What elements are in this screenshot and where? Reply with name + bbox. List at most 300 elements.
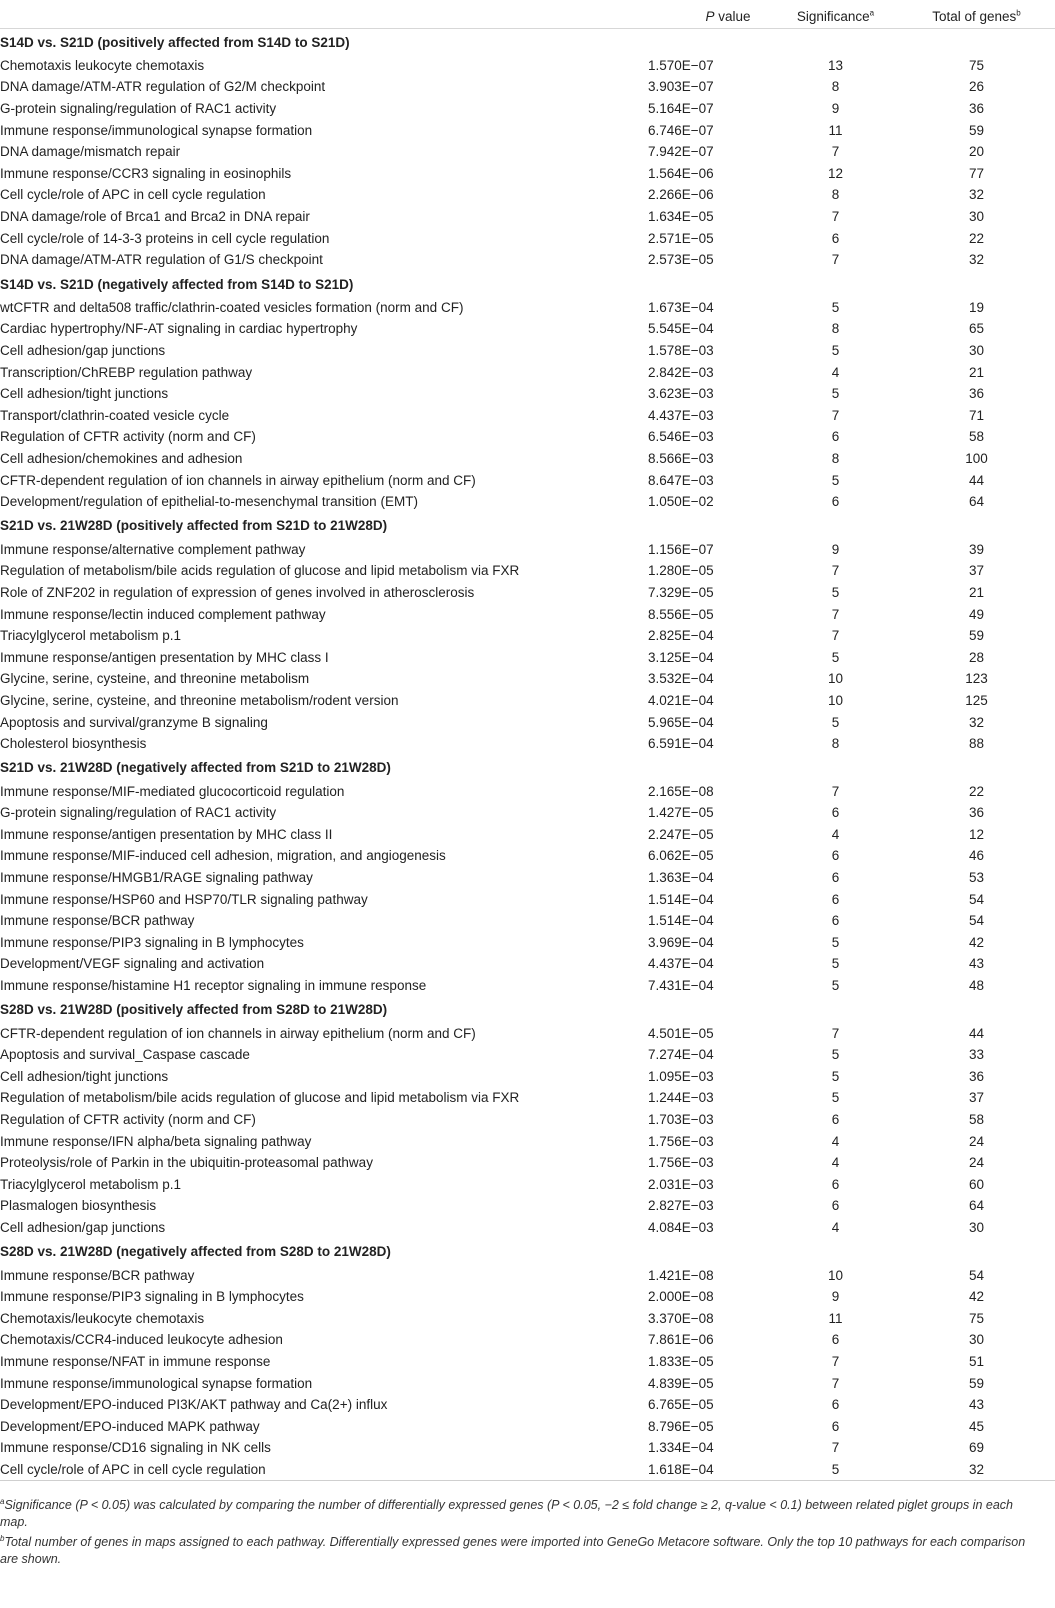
pathway-name: Regulation of metabolism/bile acids regulation of glucose and lipid metabolism via FXR — [0, 1090, 520, 1106]
p-value: 1.756E−03 — [648, 1155, 714, 1171]
significance-count: 10 — [827, 1267, 844, 1283]
table-row — [0, 711, 1055, 733]
p-value: 1.514E−04 — [648, 891, 714, 907]
total-genes: 32 — [968, 714, 985, 730]
section-title: S14D vs. S21D (positively affected from S14D to S21D) — [0, 34, 350, 50]
pathway-name: Development/VEGF signaling and activation — [0, 956, 265, 972]
significance-count: 5 — [831, 978, 840, 994]
table-row — [0, 141, 1055, 163]
significance-count: 13 — [827, 57, 844, 73]
table-row — [0, 206, 1055, 228]
p-value: 4.084E−03 — [648, 1219, 714, 1235]
total-genes: 100 — [965, 450, 988, 466]
header-total-genes: Total of genes$^b$ — [898, 6, 1055, 28]
p-value: 3.969E−04 — [648, 934, 714, 950]
table-row — [0, 1264, 1055, 1286]
significance-count: 6 — [831, 1198, 840, 1214]
table-row — [0, 668, 1055, 690]
p-value: 7.431E−04 — [648, 978, 714, 994]
total-genes: 64 — [968, 494, 985, 510]
section-header-row — [0, 754, 1055, 780]
section-header-row — [0, 1238, 1055, 1264]
total-genes: 77 — [968, 165, 985, 181]
table-row — [0, 1372, 1055, 1394]
significance-count: 11 — [828, 1310, 843, 1326]
p-value: 6.765E−05 — [648, 1397, 714, 1413]
pathway-name: Regulation of CFTR activity (norm and CF) — [0, 429, 256, 445]
significance-count: 7 — [831, 252, 840, 268]
significance-count: 6 — [831, 870, 840, 886]
total-genes: 59 — [968, 1375, 985, 1391]
pathway-name: Immune response/MIF-mediated glucocorticoid regulation — [0, 783, 345, 799]
pathway-name: Plasmalogen biosynthesis — [0, 1198, 157, 1214]
table-row — [0, 1415, 1055, 1437]
table-row — [0, 888, 1055, 910]
pathway-name: Immune response/IFN alpha/beta signaling pathway — [0, 1133, 312, 1149]
table-row — [0, 491, 1055, 513]
total-genes: 46 — [968, 848, 985, 864]
pathway-name: Immune response/antigen presentation by MHC class II — [0, 826, 333, 842]
significance-count: 5 — [831, 386, 840, 402]
significance-count: 5 — [831, 956, 840, 972]
p-value: 2.031E−03 — [648, 1176, 714, 1192]
total-genes: 19 — [968, 299, 985, 315]
p-value: 1.156E−07 — [648, 541, 714, 557]
pathway-table — [0, 6, 1055, 1481]
pathway-name: Role of ZNF202 in regulation of expression of genes involved in atherosclerosis — [0, 584, 475, 600]
significance-count: 6 — [831, 913, 840, 929]
total-genes: 32 — [968, 187, 985, 203]
table-row — [0, 603, 1055, 625]
significance-count: 9 — [831, 1289, 840, 1305]
section-header-row — [0, 996, 1055, 1022]
table-row — [0, 867, 1055, 889]
significance-count: 7 — [831, 1353, 840, 1369]
total-genes: 71 — [968, 407, 985, 423]
table-row — [0, 802, 1055, 824]
table-row — [0, 1307, 1055, 1329]
total-genes: 21 — [968, 364, 985, 380]
pathway-name: Cell cycle/role of APC in cell cycle regulation — [0, 187, 266, 203]
p-value: 6.746E−07 — [648, 122, 714, 138]
total-genes: 30 — [968, 209, 985, 225]
pathway-name: Immune response/CCR3 signaling in eosinophils — [0, 165, 292, 181]
significance-count: 5 — [773, 1459, 898, 1481]
pathway-name: Immune response/lectin induced complement pathway — [0, 606, 326, 622]
table-row — [0, 1066, 1055, 1088]
total-genes: 22 — [968, 783, 985, 799]
pathway-name: Chemotaxis/leukocyte chemotaxis — [0, 1310, 205, 1326]
total-genes: 88 — [968, 736, 985, 752]
table-row — [0, 1286, 1055, 1308]
pathway-name: Apoptosis and survival_Caspase cascade — [0, 1047, 250, 1063]
header-p-value: P value — [648, 6, 773, 28]
total-genes: 51 — [968, 1353, 985, 1369]
significance-count: 4 — [831, 364, 840, 380]
table-row — [0, 1022, 1055, 1044]
p-value: 1.634E−05 — [648, 209, 714, 225]
significance-count: 7 — [831, 1025, 840, 1041]
table-row — [0, 1174, 1055, 1196]
table-row — [0, 1394, 1055, 1416]
table-row — [0, 975, 1055, 997]
pathway-name: Glycine, serine, cysteine, and threonine metabolism — [0, 671, 310, 687]
total-genes: 43 — [968, 956, 985, 972]
pathway-name: Proteolysis/role of Parkin in the ubiquitin-proteasomal pathway — [0, 1155, 373, 1171]
p-value: 1.363E−04 — [648, 870, 714, 886]
pathway-name: Triacylglycerol metabolism p.1 — [0, 628, 182, 644]
table-row — [0, 733, 1055, 755]
table-row — [0, 1044, 1055, 1066]
total-genes: 21 — [968, 584, 985, 600]
total-genes: 37 — [968, 1090, 985, 1106]
table-row — [0, 469, 1055, 491]
significance-count: 6 — [831, 1176, 840, 1192]
significance-count: 10 — [827, 671, 844, 687]
significance-count: 7 — [831, 628, 840, 644]
p-value: 3.903E−07 — [648, 79, 714, 95]
table-row — [0, 932, 1055, 954]
table-row — [0, 426, 1055, 448]
table-row — [0, 98, 1055, 120]
table-row — [0, 780, 1055, 802]
footnote-a: $^a$Significance (P < 0.05) was calculated by comparing the number of differentially expressed genes (P < 0.05, −2 ≤ fold change ≥ 2, q-value < 0.1) between related piglet groups in each map. — [0, 1496, 1013, 1529]
pathway-name: Regulation of CFTR activity (norm and CF) — [0, 1112, 256, 1128]
significance-count: 5 — [831, 1090, 840, 1106]
total-genes: 48 — [968, 978, 985, 994]
total-genes: 59 — [968, 628, 985, 644]
significance-count: 7 — [831, 407, 840, 423]
pathway-name: Immune response/HMGB1/RAGE signaling pathway — [0, 870, 313, 886]
total-genes: 36 — [968, 386, 985, 402]
pathway-name: Chemotaxis leukocyte chemotaxis — [0, 57, 205, 73]
table-row — [0, 1459, 1055, 1481]
pathway-name: Development/regulation of epithelial-to-mesenchymal transition (EMT) — [0, 494, 418, 510]
table-row — [0, 690, 1055, 712]
significance-count: 6 — [831, 494, 840, 510]
section-header-row — [0, 28, 1055, 55]
significance-count: 7 — [831, 144, 840, 160]
significance-count: 6 — [831, 805, 840, 821]
significance-count: 8 — [831, 321, 840, 337]
p-value: 1.673E−04 — [648, 299, 714, 315]
significance-count: 5 — [831, 1047, 840, 1063]
table-row — [0, 1329, 1055, 1351]
p-value: 1.514E−04 — [648, 913, 714, 929]
table-row — [0, 845, 1055, 867]
pathway-name: Immune response/BCR pathway — [0, 1267, 195, 1283]
pathway-name: wtCFTR and delta508 traffic/clathrin-coated vesicles formation (norm and CF) — [0, 299, 464, 315]
significance-count: 7 — [831, 1440, 840, 1456]
table-row — [0, 340, 1055, 362]
pathway-name: Cell adhesion/gap junctions — [0, 343, 166, 359]
header-significance: Significance$^a$ — [773, 6, 898, 28]
total-genes: 37 — [968, 563, 985, 579]
significance-count: 6 — [831, 230, 840, 246]
table-body — [0, 28, 1055, 1481]
total-genes: 36 — [968, 101, 985, 117]
pathway-name: Cell adhesion/tight junctions — [0, 1068, 169, 1084]
significance-count: 6 — [831, 848, 840, 864]
total-genes: 32 — [898, 1459, 1055, 1481]
table-row — [0, 582, 1055, 604]
header-pathway — [0, 6, 648, 28]
p-value: 3.125E−04 — [648, 649, 714, 665]
pathway-name: Immune response/immunological synapse formation — [0, 122, 313, 138]
footnote-b: $^b$Total number of genes in maps assigned to each pathway. Differentially expressed genes were imported into GeneGo Metacore software. Only the top 10 pathways for each comparison are shown. — [0, 1533, 1026, 1566]
p-value: 1.578E−03 — [648, 343, 714, 359]
total-genes: 33 — [968, 1047, 985, 1063]
total-genes: 36 — [968, 1068, 985, 1084]
significance-count: 6 — [831, 1397, 840, 1413]
p-value: 1.427E−05 — [648, 805, 714, 821]
significance-count: 9 — [831, 541, 840, 557]
total-genes: 28 — [968, 649, 985, 665]
pathway-name: Glycine, serine, cysteine, and threonine metabolism/rodent version — [0, 692, 399, 708]
table-row — [0, 318, 1055, 340]
pathway-name: CFTR-dependent regulation of ion channels in airway epithelium (norm and CF) — [0, 472, 476, 488]
total-genes: 30 — [968, 1332, 985, 1348]
pathway-name: Cell adhesion/chemokines and adhesion — [0, 450, 243, 466]
total-genes: 125 — [965, 692, 988, 708]
significance-count: 5 — [831, 934, 840, 950]
section-header-row — [0, 271, 1055, 297]
pathway-name: Immune response/antigen presentation by MHC class I — [0, 649, 329, 665]
total-genes: 24 — [968, 1133, 985, 1149]
p-value: 8.796E−05 — [648, 1418, 714, 1434]
total-genes: 36 — [968, 805, 985, 821]
significance-count: 4 — [831, 1219, 840, 1235]
p-value: 5.164E−07 — [648, 101, 714, 117]
p-value: 1.833E−05 — [648, 1353, 714, 1369]
p-value: 1.618E−04 — [648, 1459, 773, 1481]
p-value: 2.000E−08 — [648, 1289, 714, 1305]
significance-count: 7 — [831, 1375, 840, 1391]
pathway-name: Immune response/histamine H1 receptor signaling in immune response — [0, 978, 427, 994]
table-row — [0, 361, 1055, 383]
p-value: 2.827E−03 — [648, 1198, 714, 1214]
p-value: 1.280E−05 — [648, 563, 714, 579]
significance-count: 7 — [831, 563, 840, 579]
header-row — [0, 6, 1055, 28]
p-value: 3.623E−03 — [648, 386, 714, 402]
total-genes: 54 — [968, 891, 985, 907]
table-row — [0, 1109, 1055, 1131]
significance-count: 5 — [831, 649, 840, 665]
significance-count: 4 — [831, 1155, 840, 1171]
p-value: 1.564E−06 — [648, 165, 714, 181]
p-value: 2.571E−05 — [648, 230, 714, 246]
total-genes: 49 — [968, 606, 985, 622]
pathway-name: Cardiac hypertrophy/NF-AT signaling in cardiac hypertrophy — [0, 321, 358, 337]
p-value: 2.266E−06 — [648, 187, 714, 203]
table-row — [0, 119, 1055, 141]
section-title: S21D vs. 21W28D (negatively affected from S21D to 21W28D) — [0, 760, 391, 776]
total-genes: 44 — [968, 1025, 985, 1041]
table-row — [0, 249, 1055, 271]
pathway-name: Immune response/immunological synapse formation — [0, 1375, 313, 1391]
total-genes: 32 — [968, 252, 985, 268]
p-value: 4.021E−04 — [648, 692, 714, 708]
significance-count: 9 — [831, 101, 840, 117]
total-genes: 53 — [968, 870, 985, 886]
pathway-name: Cell cycle/role of APC in cell cycle regulation — [0, 1459, 648, 1481]
pathway-name: Cell adhesion/gap junctions — [0, 1219, 166, 1235]
total-genes: 22 — [968, 230, 985, 246]
table-row — [0, 1195, 1055, 1217]
table-row — [0, 184, 1055, 206]
significance-count: 6 — [831, 1112, 840, 1128]
significance-count: 11 — [828, 122, 843, 138]
pathway-name: DNA damage/mismatch repair — [0, 144, 181, 160]
pathway-name: Immune response/NFAT in immune response — [0, 1353, 271, 1369]
table-row — [0, 76, 1055, 98]
pathway-name: Apoptosis and survival/granzyme B signaling — [0, 714, 268, 730]
table-row — [0, 55, 1055, 77]
p-value: 4.839E−05 — [648, 1375, 714, 1391]
total-genes: 75 — [968, 1310, 985, 1326]
total-genes: 24 — [968, 1155, 985, 1171]
table-row — [0, 1437, 1055, 1459]
significance-count: 4 — [831, 826, 840, 842]
pathway-name: CFTR-dependent regulation of ion channels in airway epithelium (norm and CF) — [0, 1025, 476, 1041]
section-header-row — [0, 512, 1055, 538]
total-genes: 60 — [968, 1176, 985, 1192]
p-value: 1.244E−03 — [648, 1090, 714, 1106]
table-row — [0, 1130, 1055, 1152]
table-row — [0, 646, 1055, 668]
pathway-name: Immune response/PIP3 signaling in B lymphocytes — [0, 1289, 304, 1305]
pathway-name: Transport/clathrin-coated vesicle cycle — [0, 407, 230, 423]
significance-count: 10 — [827, 692, 844, 708]
pathway-name: Development/EPO-induced PI3K/AKT pathway and Ca(2+) influx — [0, 1397, 388, 1413]
table-row — [0, 227, 1055, 249]
p-value: 8.566E−03 — [648, 450, 714, 466]
p-value: 4.437E−04 — [648, 956, 714, 972]
table-row — [0, 1217, 1055, 1239]
total-genes: 30 — [968, 1219, 985, 1235]
p-value: 7.861E−06 — [648, 1332, 714, 1348]
significance-count: 7 — [831, 606, 840, 622]
p-value: 2.825E−04 — [648, 628, 714, 644]
p-value: 1.570E−07 — [648, 57, 714, 73]
total-genes: 12 — [968, 826, 985, 842]
pathway-name: Immune response/alternative complement pathway — [0, 541, 306, 557]
significance-count: 6 — [831, 429, 840, 445]
table-row — [0, 1152, 1055, 1174]
significance-count: 8 — [831, 736, 840, 752]
table-row — [0, 824, 1055, 846]
table-row — [0, 953, 1055, 975]
p-value: 4.437E−03 — [648, 407, 714, 423]
p-value: 2.247E−05 — [648, 826, 714, 842]
p-value: 1.095E−03 — [648, 1068, 714, 1084]
pathway-name: Cell adhesion/tight junctions — [0, 386, 169, 402]
significance-count: 5 — [831, 584, 840, 600]
pathway-name: Triacylglycerol metabolism p.1 — [0, 1176, 182, 1192]
section-title: S21D vs. 21W28D (positively affected from S21D to 21W28D) — [0, 518, 388, 534]
p-value: 3.532E−04 — [648, 671, 714, 687]
p-value: 8.556E−05 — [648, 606, 714, 622]
total-genes: 123 — [965, 671, 988, 687]
total-genes: 65 — [968, 321, 985, 337]
total-genes: 58 — [968, 429, 985, 445]
table-row — [0, 538, 1055, 560]
section-title: S14D vs. S21D (negatively affected from S14D to S21D) — [0, 276, 354, 292]
total-genes: 69 — [968, 1440, 985, 1456]
total-genes: 75 — [968, 57, 985, 73]
pathway-name: Immune response/HSP60 and HSP70/TLR signaling pathway — [0, 891, 368, 907]
pathway-name: Immune response/BCR pathway — [0, 913, 195, 929]
total-genes: 64 — [968, 1198, 985, 1214]
pathway-name: Immune response/CD16 signaling in NK cells — [0, 1440, 271, 1456]
p-value: 6.591E−04 — [648, 736, 714, 752]
significance-count: 6 — [831, 1332, 840, 1348]
total-genes: 43 — [968, 1397, 985, 1413]
significance-count: 5 — [831, 299, 840, 315]
p-value: 1.703E−03 — [648, 1112, 714, 1128]
table-row — [0, 163, 1055, 185]
pathway-name: DNA damage/role of Brca1 and Brca2 in DNA repair — [0, 209, 310, 225]
total-genes: 39 — [968, 541, 985, 557]
section-title: S28D vs. 21W28D (negatively affected from S28D to 21W28D) — [0, 1244, 391, 1260]
table-row — [0, 910, 1055, 932]
significance-count: 8 — [831, 450, 840, 466]
pathway-name: Chemotaxis/CCR4-induced leukocyte adhesion — [0, 1332, 283, 1348]
p-value: 1.334E−04 — [648, 1440, 714, 1456]
p-value: 1.756E−03 — [648, 1133, 714, 1149]
p-value: 5.545E−04 — [648, 321, 714, 337]
pathway-name: Immune response/MIF-induced cell adhesion, migration, and angiogenesis — [0, 848, 446, 864]
p-value: 1.421E−08 — [648, 1267, 714, 1283]
p-value: 1.050E−02 — [648, 494, 714, 510]
p-value: 2.842E−03 — [648, 364, 714, 380]
total-genes: 58 — [968, 1112, 985, 1128]
table-row — [0, 405, 1055, 427]
pathway-name: Transcription/ChREBP regulation pathway — [0, 364, 253, 380]
table-row — [0, 1351, 1055, 1373]
significance-count: 8 — [831, 187, 840, 203]
p-value: 7.942E−07 — [648, 144, 714, 160]
pathway-name: Development/EPO-induced MAPK pathway — [0, 1418, 260, 1434]
total-genes: 42 — [968, 1289, 985, 1305]
pathway-name: G-protein signaling/regulation of RAC1 activity — [0, 805, 277, 821]
total-genes: 26 — [968, 79, 985, 95]
p-value: 4.501E−05 — [648, 1025, 714, 1041]
table-row — [0, 297, 1055, 319]
pathway-name: G-protein signaling/regulation of RAC1 activity — [0, 101, 277, 117]
p-value: 7.329E−05 — [648, 584, 714, 600]
significance-count: 5 — [831, 343, 840, 359]
significance-count: 4 — [831, 1133, 840, 1149]
total-genes: 54 — [968, 1267, 985, 1283]
significance-count: 5 — [831, 472, 840, 488]
pathway-name: Cell cycle/role of 14-3-3 proteins in cell cycle regulation — [0, 230, 330, 246]
p-value: 3.370E−08 — [648, 1310, 714, 1326]
total-genes: 54 — [968, 913, 985, 929]
significance-count: 7 — [831, 783, 840, 799]
table-row — [0, 1087, 1055, 1109]
p-value: 6.062E−05 — [648, 848, 714, 864]
p-value: 7.274E−04 — [648, 1047, 714, 1063]
p-value: 5.965E−04 — [648, 714, 714, 730]
pathway-name: Cholesterol biosynthesis — [0, 736, 147, 752]
p-value: 2.165E−08 — [648, 783, 714, 799]
total-genes: 20 — [968, 144, 985, 160]
total-genes: 44 — [968, 472, 985, 488]
p-value: 6.546E−03 — [648, 429, 714, 445]
significance-count: 7 — [831, 209, 840, 225]
